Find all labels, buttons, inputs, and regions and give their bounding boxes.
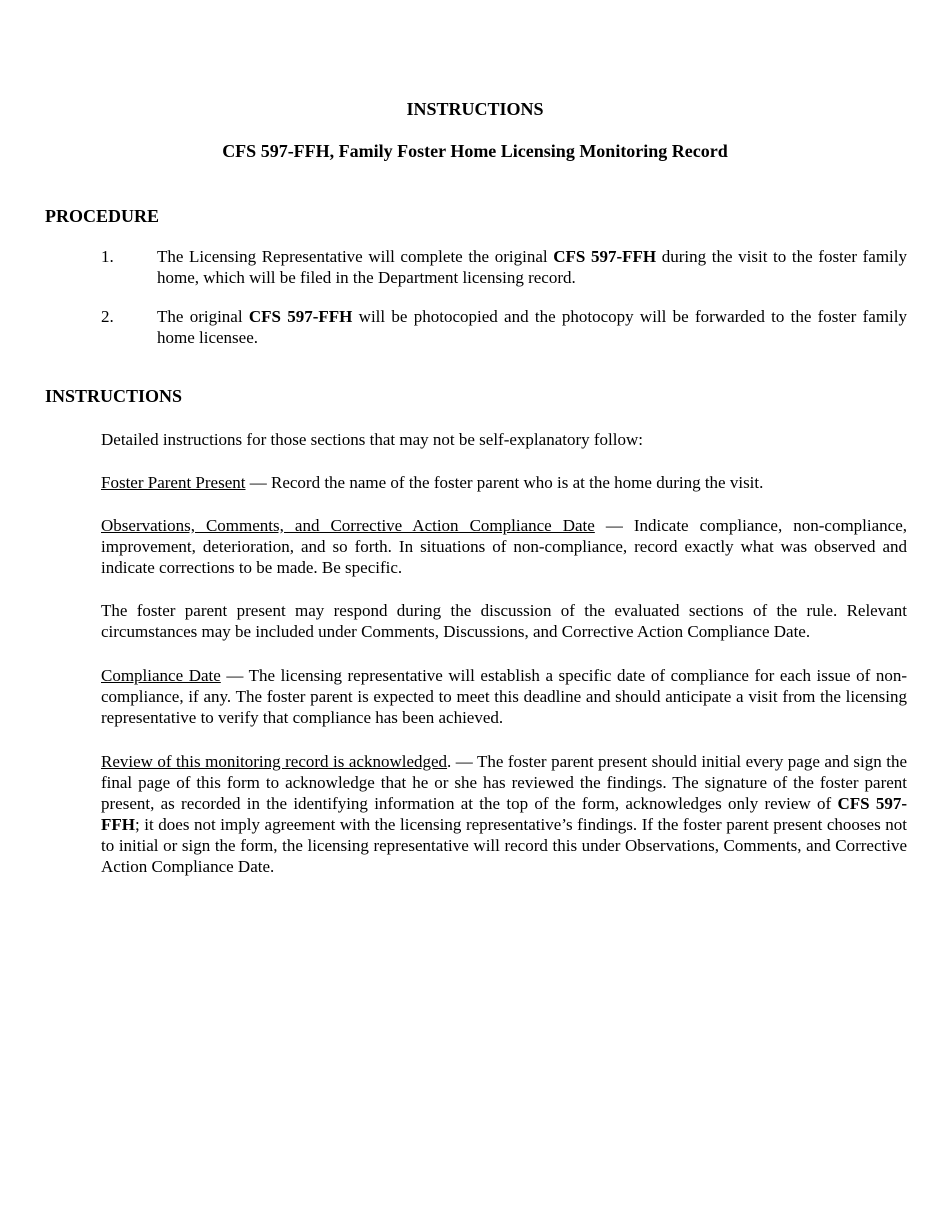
compliance-date-paragraph: Compliance Date — The licensing representative will establish a specific date of compliance for each issue of non-compliance, if any. The foster parent is expected to meet this deadline and should anticipate a visit from the licensing representative to verify that compliance has been achieved. — [101, 666, 907, 727]
instructions-heading: INSTRUCTIONS — [45, 386, 183, 406]
observations-term: Observations, Comments, and Corrective Action Compliance Date — [101, 516, 595, 535]
form-code: CFS 597-FFH — [101, 794, 908, 834]
form-code: CFS 597-FFH — [553, 247, 657, 266]
review-term: Review of this monitoring record is acknowledged — [101, 752, 448, 771]
procedure-heading: PROCEDURE — [45, 206, 160, 226]
procedure-item-number: 2. — [101, 307, 114, 326]
compliance-date-term: Compliance Date — [101, 666, 221, 685]
form-code: CFS 597-FFH — [248, 307, 353, 326]
procedure-item-text: The Licensing Representative will complete the original CFS 597-FFH during the visit to the foster family home, which will be filed in the Department licensing record. — [157, 247, 907, 287]
review-paragraph: Review of this monitoring record is acknowledged. — The foster parent present should initial every page and sign the final page of this form to acknowledge that he or she has reviewed the findings. The signature of the foster parent present, as recorded in the identifying information at the top of the form, acknowledges only review of CFS 597-FFH; it does not imply agreement with the licensing representative’s findings. If the foster parent present chooses not to initial or sign the form, the licensing representative will record this under Observations, Comments, and Corrective Action Compliance Date. — [101, 752, 908, 876]
observations-paragraph: Observations, Comments, and Corrective Action Compliance Date — Indicate compliance, non-compliance, improvement, deterioration, and so forth. In situations of non-compliance, record exactly what was observed and indicate corrections to be made. Be specific. — [101, 516, 907, 577]
document-title: INSTRUCTIONS — [406, 99, 544, 119]
foster-parent-present-paragraph: Foster Parent Present — Record the name of the foster parent who is at the home during the visit. — [101, 473, 764, 492]
foster-parent-present-term: Foster Parent Present — [101, 473, 246, 492]
procedure-item-text: The original CFS 597-FFH will be photocopied and the photocopy will be forwarded to the foster family home licensee. — [157, 307, 907, 347]
document-subtitle: CFS 597-FFH, Family Foster Home Licensing Monitoring Record — [222, 141, 728, 161]
instructions-intro: Detailed instructions for those sections that may not be self-explanatory follow: — [101, 430, 643, 449]
respond-paragraph: The foster parent present may respond during the discussion of the evaluated sections of the rule. Relevant circumstances may be included under Comments, Discussions, and Corrective Action Compliance Date. — [101, 601, 907, 641]
procedure-item-number: 1. — [101, 247, 114, 266]
